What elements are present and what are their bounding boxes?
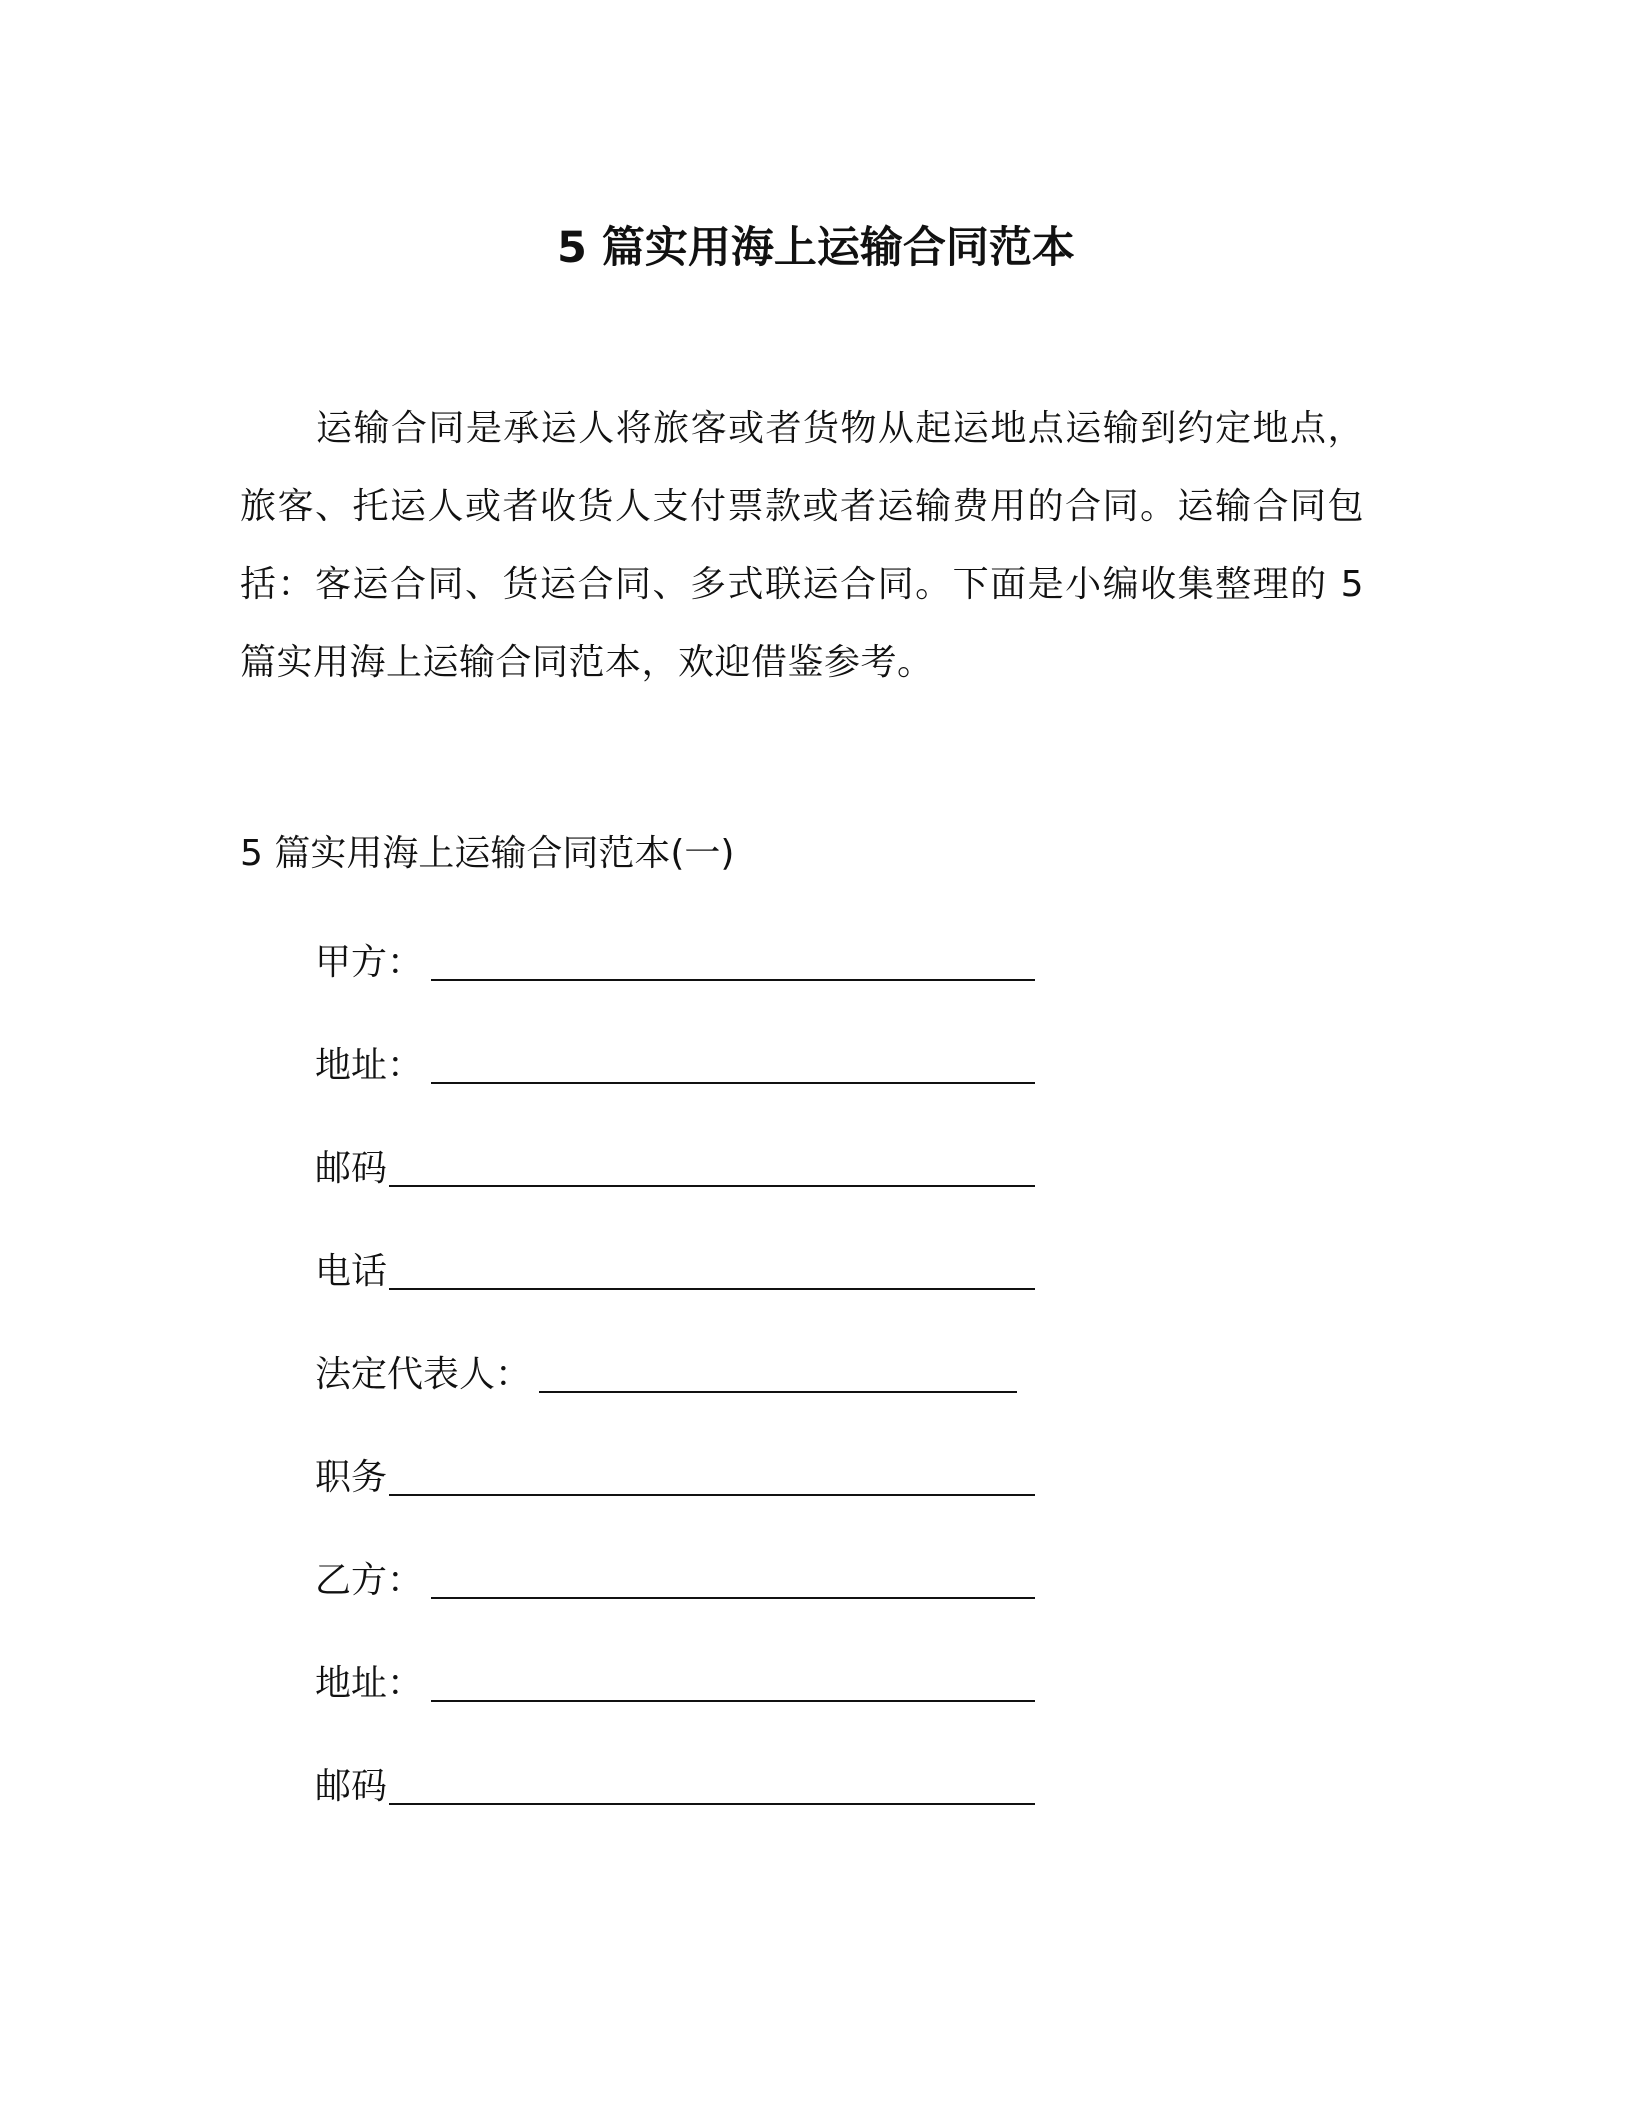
blank-line[interactable] <box>431 1038 1035 1084</box>
field-address-b <box>315 1656 1035 1712</box>
field-label: 法定代表人： <box>315 1354 532 1395</box>
blank-line[interactable] <box>389 1141 1035 1187</box>
field-phone-a <box>315 1244 1035 1300</box>
field-label: 邮码 <box>315 1148 388 1189</box>
blank-line[interactable] <box>431 1553 1035 1599</box>
blank-line[interactable] <box>539 1347 1017 1393</box>
field-label: 乙方： <box>315 1560 424 1601</box>
field-legal-representative-a <box>315 1347 1017 1403</box>
document-title: 5 篇实用海上运输合同范本 <box>557 223 1075 273</box>
blank-line[interactable] <box>431 935 1035 981</box>
blank-line[interactable] <box>431 1656 1035 1702</box>
field-label: 地址： <box>315 1045 424 1086</box>
field-label: 邮码 <box>315 1766 388 1807</box>
field-label: 电话 <box>315 1251 388 1292</box>
field-label: 地址： <box>315 1663 424 1704</box>
blank-line[interactable] <box>389 1244 1035 1290</box>
field-party-b <box>315 1553 1035 1609</box>
field-label: 职务 <box>315 1457 388 1498</box>
section-heading: 5 篇实用海上运输合同范本(一) <box>240 833 735 874</box>
blank-line[interactable] <box>389 1450 1035 1496</box>
field-party-a <box>315 935 1035 991</box>
intro-paragraph: 运输合同是承运人将旅客或者货物从起运地点运输到约定地点，旅客、托运人或者收货人支付票款或者运输费用的合同。运输合同包括：客运合同、货运合同、多式联运合同。下面是小编收集整理的 5 篇实用海上运输合同范本，欢迎借鉴参考。 <box>240 408 1364 683</box>
blank-line[interactable] <box>389 1759 1035 1805</box>
field-address-a <box>315 1038 1035 1094</box>
field-postcode-b <box>315 1759 1035 1815</box>
field-postcode-a <box>315 1141 1035 1197</box>
field-label: 甲方： <box>315 942 424 983</box>
field-position-a <box>315 1450 1035 1506</box>
